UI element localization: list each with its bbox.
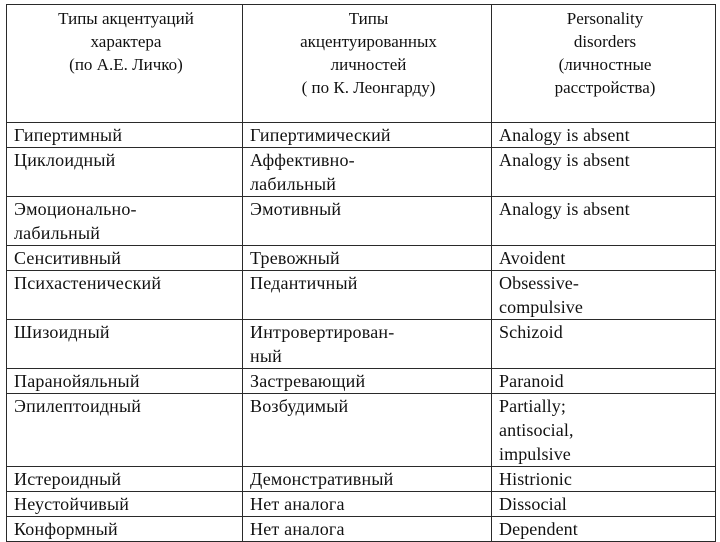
cell-leonhard: Демонстративный xyxy=(243,467,492,492)
cell-leonhard: Педантичный xyxy=(243,271,492,320)
table-row xyxy=(7,320,716,369)
cell-leonhard: Нет аналога xyxy=(243,517,492,542)
cell-lichko: Эпилептоидный xyxy=(7,394,243,467)
cell-disorder: Dependent xyxy=(492,517,716,542)
cell-leonhard: Аффективно- лабильный xyxy=(243,148,492,197)
cell-lichko: Эмоционально- лабильный xyxy=(7,197,243,246)
cell-lichko: Гипертимный xyxy=(7,123,243,148)
cell-disorder: Schizoid xyxy=(492,320,716,369)
cell-disorder: Analogy is absent xyxy=(492,148,716,197)
cell-leonhard: Застревающий xyxy=(243,369,492,394)
table-row xyxy=(7,197,716,246)
cell-leonhard: Гипертимический xyxy=(243,123,492,148)
cell-disorder: Avoident xyxy=(492,246,716,271)
cell-leonhard: Эмотивный xyxy=(243,197,492,246)
cell-disorder: Analogy is absent xyxy=(492,197,716,246)
table-row xyxy=(7,517,716,542)
cell-lichko: Истероидный xyxy=(7,467,243,492)
cell-leonhard: Возбудимый xyxy=(243,394,492,467)
cell-disorder: Partially; antisocial, impulsive xyxy=(492,394,716,467)
table-row xyxy=(7,369,716,394)
cell-leonhard: Интровертирован- ный xyxy=(243,320,492,369)
cell-leonhard: Нет аналога xyxy=(243,492,492,517)
cell-lichko: Неустойчивый xyxy=(7,492,243,517)
table-row xyxy=(7,394,716,467)
cell-disorder: Histrionic xyxy=(492,467,716,492)
cell-disorder: Obsessive- compulsive xyxy=(492,271,716,320)
header-lichko: Типы акцентуаций характера (по А.Е. Личко) xyxy=(7,5,243,123)
table-row xyxy=(7,148,716,197)
cell-lichko: Паранойяльный xyxy=(7,369,243,394)
table-row xyxy=(7,123,716,148)
table-row xyxy=(7,492,716,517)
cell-disorder: Paranoid xyxy=(492,369,716,394)
accentuation-table xyxy=(6,4,716,542)
cell-lichko: Шизоидный xyxy=(7,320,243,369)
cell-disorder: Dissocial xyxy=(492,492,716,517)
cell-lichko: Сенситивный xyxy=(7,246,243,271)
table-row xyxy=(7,467,716,492)
header-row xyxy=(7,5,716,123)
cell-lichko: Циклоидный xyxy=(7,148,243,197)
table-row xyxy=(7,246,716,271)
cell-leonhard: Тревожный xyxy=(243,246,492,271)
cell-disorder: Analogy is absent xyxy=(492,123,716,148)
table-row xyxy=(7,271,716,320)
header-disorders: Personality disorders (личностные расстройства) xyxy=(492,5,716,123)
cell-lichko: Конформный xyxy=(7,517,243,542)
cell-lichko: Психастенический xyxy=(7,271,243,320)
header-leonhard: Типы акцентуированных личностей ( по К. Леонгарду) xyxy=(243,5,492,123)
